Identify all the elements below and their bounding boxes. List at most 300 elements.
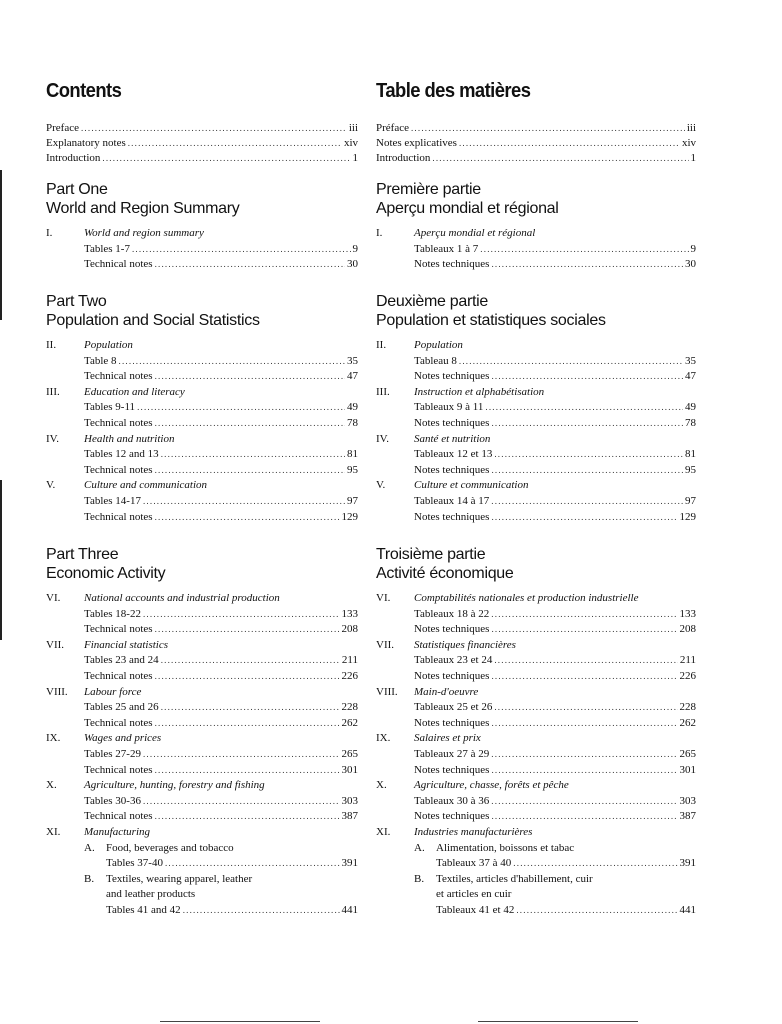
scan-edge-mark-bottom xyxy=(0,480,2,640)
subsection-title: Textiles, articles d'habillement, cuir xyxy=(436,872,593,885)
toc-line-label: Notes techniques xyxy=(414,669,490,682)
dot-leader xyxy=(155,622,340,638)
dot-leader xyxy=(491,622,677,638)
dot-leader xyxy=(491,510,677,526)
toc-line-label: Tables 25 and 26 xyxy=(84,701,159,714)
toc-line-label: Notes techniques xyxy=(414,463,490,476)
entry-wrap xyxy=(414,242,696,258)
toc-line-label: Technical notes xyxy=(84,669,153,682)
toc-line[interactable] xyxy=(84,747,358,763)
section-row[interactable] xyxy=(46,478,358,494)
section-number: VI. xyxy=(46,592,61,604)
toc-line[interactable] xyxy=(84,700,358,716)
toc-line-label: Notes techniques xyxy=(414,258,490,271)
toc-line-label: Technical notes xyxy=(84,370,153,383)
section-title: Population xyxy=(84,339,133,351)
entry-wrap xyxy=(84,700,358,716)
section-number: II. xyxy=(376,339,387,351)
toc-line[interactable] xyxy=(84,510,358,526)
section-list xyxy=(46,226,358,273)
part-block xyxy=(46,180,358,273)
section-title: Aperçu mondial et régional xyxy=(414,227,536,239)
toc-line-label: Notes techniques xyxy=(414,510,490,523)
entry-wrap xyxy=(414,257,696,273)
page-number: 30 xyxy=(685,258,696,271)
entry-wrap xyxy=(414,354,696,370)
toc-line-label: Tables 9-11 xyxy=(84,401,136,414)
entry-wrap xyxy=(84,669,358,685)
section-title: Agriculture, hunting, forestry and fishing xyxy=(84,779,265,792)
section-number: IV. xyxy=(46,432,59,445)
part-block xyxy=(376,545,696,918)
toc-line[interactable] xyxy=(84,447,358,463)
dot-leader xyxy=(143,607,340,623)
dot-leader xyxy=(155,763,340,779)
subsection-title: Textiles, wearing apparel, leather xyxy=(106,872,253,885)
page-number: 78 xyxy=(685,416,696,429)
page-number: 441 xyxy=(341,903,358,916)
page-number: 265 xyxy=(679,747,696,760)
section-title: National accounts and industrial production xyxy=(84,592,280,604)
toc-line-label: Tableaux 27 à 29 xyxy=(414,747,490,760)
toc-line[interactable] xyxy=(84,400,358,416)
section-title: Labour force xyxy=(84,685,142,698)
toc-line[interactable] xyxy=(414,416,696,432)
entry-wrap xyxy=(106,903,358,919)
page-number: 35 xyxy=(347,354,358,367)
toc-line[interactable] xyxy=(84,369,358,385)
toc-line[interactable] xyxy=(84,463,358,479)
toc-line[interactable]: Préface ..... iii xyxy=(376,121,696,136)
part-subheading: Population and Social Statistics xyxy=(46,312,260,329)
section-title: Comptabilités nationales et production industrielle xyxy=(414,592,639,604)
part-block xyxy=(46,292,358,525)
toc-line-label: Tableau 8 xyxy=(414,354,457,367)
section-number: X. xyxy=(46,779,57,792)
toc-line-label: Technical notes xyxy=(84,763,153,776)
toc-line[interactable]: Notes explicatives ..... xiv xyxy=(376,136,696,151)
section-number: V. xyxy=(376,479,386,492)
section-list xyxy=(46,338,358,525)
dot-leader xyxy=(143,794,340,810)
entry-wrap xyxy=(84,716,358,732)
toc-line-label: Tables 27-29 xyxy=(84,747,141,760)
page-number: 133 xyxy=(679,607,696,620)
section-title: Agriculture, chasse, forêts et pêche xyxy=(414,779,569,792)
toc-line-label: Table 8 xyxy=(84,354,117,367)
part-heading: Troisième partie xyxy=(376,546,486,563)
page-number: 301 xyxy=(679,763,696,776)
section-row[interactable] xyxy=(46,385,358,401)
section-number: VII. xyxy=(376,638,395,651)
section-row[interactable] xyxy=(376,478,696,494)
entry-wrap xyxy=(84,257,358,273)
section-number: IV. xyxy=(376,432,389,445)
part-block xyxy=(46,545,358,918)
toc-line[interactable] xyxy=(414,763,696,779)
entry-wrap xyxy=(414,369,696,385)
page-number: 303 xyxy=(341,794,358,807)
entry-wrap xyxy=(414,510,696,526)
toc-line-label: Tableaux 18 à 22 xyxy=(414,607,490,620)
dot-leader xyxy=(491,463,683,479)
toc-line[interactable] xyxy=(414,794,696,810)
section-number: IX. xyxy=(46,732,61,745)
toc-line[interactable] xyxy=(436,856,696,872)
toc-line[interactable]: Introduction ..... 1 xyxy=(376,151,696,166)
toc-line[interactable] xyxy=(414,607,696,623)
dot-leader xyxy=(143,747,340,763)
page-number: 208 xyxy=(679,623,696,636)
section-row[interactable] xyxy=(376,338,696,354)
entry-wrap xyxy=(414,669,696,685)
toc-line-label: Tables 23 and 24 xyxy=(84,654,159,667)
section-row[interactable] xyxy=(376,591,696,607)
section-number: X. xyxy=(376,779,387,792)
section-title: Instruction et alphabétisation xyxy=(414,385,545,398)
section-title: Wages and prices xyxy=(84,732,162,745)
scan-edge-mark-top xyxy=(0,170,2,320)
page-number: 303 xyxy=(679,794,696,807)
toc-line[interactable] xyxy=(84,354,358,370)
page-number: 391 xyxy=(341,857,358,870)
scan-bottom-rule xyxy=(160,1021,320,1022)
toc-line-label: Tableaux 14 à 17 xyxy=(414,494,490,507)
toc-line[interactable] xyxy=(414,622,696,638)
toc-line[interactable] xyxy=(84,622,358,638)
entry-wrap xyxy=(106,856,358,872)
dot-leader xyxy=(491,416,683,432)
section-number: VIII. xyxy=(376,685,398,698)
section-title: Salaires et prix xyxy=(414,732,481,745)
toc-line-label: Tableaux 37 à 40 xyxy=(436,857,512,870)
toc-line[interactable] xyxy=(436,903,696,919)
dot-leader xyxy=(132,242,351,258)
dot-leader xyxy=(119,354,345,370)
section-row[interactable] xyxy=(376,825,696,841)
toc-line[interactable] xyxy=(84,494,358,510)
toc-line[interactable]: Explanatory notes ..... xiv xyxy=(46,136,358,151)
toc-line[interactable] xyxy=(414,494,696,510)
entry-wrap xyxy=(414,653,696,669)
toc-line-label: Notes techniques xyxy=(414,370,490,383)
dot-leader xyxy=(155,369,345,385)
page-number: 81 xyxy=(685,448,696,461)
toc-line[interactable] xyxy=(84,607,358,623)
entry-wrap xyxy=(84,494,358,510)
part-heading: Part One xyxy=(46,181,108,198)
subsection-letter: B. xyxy=(414,872,425,885)
section-number: VI. xyxy=(376,592,391,604)
dot-leader xyxy=(161,653,340,669)
page-number: 228 xyxy=(679,701,696,714)
toc-line-label: Tableaux 25 et 26 xyxy=(414,701,493,714)
section-number: I. xyxy=(46,227,53,239)
toc-line-label: Notes techniques xyxy=(414,416,490,429)
section-number: II. xyxy=(46,339,57,351)
dot-leader xyxy=(491,257,683,273)
section-list xyxy=(46,591,358,918)
toc-line[interactable] xyxy=(414,257,696,273)
page-number: 262 xyxy=(679,716,696,729)
section-row[interactable] xyxy=(376,731,696,747)
toc-line[interactable] xyxy=(84,763,358,779)
section-row[interactable] xyxy=(46,685,358,701)
page-number: 81 xyxy=(347,448,358,461)
dot-leader xyxy=(491,747,677,763)
section-number: VIII. xyxy=(46,685,68,698)
entry-wrap xyxy=(414,463,696,479)
toc-line[interactable] xyxy=(414,447,696,463)
dot-leader xyxy=(161,447,345,463)
part-subheading: Economic Activity xyxy=(46,565,166,582)
page-number: 208 xyxy=(341,623,358,636)
page-number: 95 xyxy=(685,463,696,476)
toc-line-label: Technical notes xyxy=(84,510,153,523)
toc-line[interactable] xyxy=(84,794,358,810)
dot-leader xyxy=(491,763,677,779)
toc-line[interactable] xyxy=(414,369,696,385)
section-row[interactable] xyxy=(46,226,358,242)
toc-line-label: Technical notes xyxy=(84,810,153,823)
toc-line-label: Technical notes xyxy=(84,258,153,271)
contents-title: Contents xyxy=(46,80,122,102)
section-title: Manufacturing xyxy=(84,825,150,838)
toc-line[interactable] xyxy=(414,716,696,732)
section-row[interactable] xyxy=(46,731,358,747)
toc-line-label: Technical notes xyxy=(84,716,153,729)
toc-line-label: Notes techniques xyxy=(414,716,490,729)
subsection-title-cont: and leather products xyxy=(106,888,196,901)
front-matter-list xyxy=(376,121,696,166)
part-heading: Première partie xyxy=(376,181,481,198)
section-row[interactable] xyxy=(376,432,696,448)
section-title: Main-d'oeuvre xyxy=(414,685,479,698)
entry-wrap xyxy=(84,653,358,669)
dot-leader xyxy=(491,669,677,685)
page-number: 9 xyxy=(690,242,696,255)
subsection-title-cont: et articles en cuir xyxy=(436,888,512,901)
dot-leader xyxy=(494,700,677,716)
section-row[interactable] xyxy=(46,778,358,794)
subsection-row[interactable] xyxy=(84,872,358,888)
entry-wrap xyxy=(414,794,696,810)
entry-wrap xyxy=(414,447,696,463)
toc-line-label: Notes techniques xyxy=(414,763,490,776)
entry-wrap xyxy=(84,794,358,810)
entry-wrap xyxy=(84,510,358,526)
part-heading: Part Two xyxy=(46,293,107,310)
section-row[interactable] xyxy=(376,226,696,242)
toc-line[interactable] xyxy=(84,257,358,273)
toc-line-label: Technical notes xyxy=(84,416,153,429)
toc-line-label: Tables 41 and 42 xyxy=(106,903,181,916)
toc-line[interactable] xyxy=(414,700,696,716)
section-title: World and region summary xyxy=(84,227,204,239)
entry-wrap xyxy=(414,400,696,416)
page-number: 129 xyxy=(341,510,358,523)
entry-wrap xyxy=(436,856,696,872)
dot-leader xyxy=(491,369,683,385)
page-number: 262 xyxy=(341,716,358,729)
toc-line-label: Tableaux 1 à 7 xyxy=(414,242,479,255)
section-title: Culture et communication xyxy=(414,479,529,492)
dot-leader xyxy=(485,400,683,416)
section-title: Population xyxy=(414,339,463,351)
subsection-row[interactable] xyxy=(414,841,696,857)
page-number: 49 xyxy=(685,401,696,414)
section-row[interactable] xyxy=(376,638,696,654)
section-title: Santé et nutrition xyxy=(414,432,491,445)
section-number: XI. xyxy=(376,825,391,838)
section-row[interactable] xyxy=(46,338,358,354)
page-number: 97 xyxy=(347,494,358,507)
page-number: 97 xyxy=(685,494,696,507)
page-number: 226 xyxy=(679,669,696,682)
entry-wrap xyxy=(84,416,358,432)
section-number: III. xyxy=(376,385,390,398)
section-list xyxy=(376,338,696,525)
subsection-title: Alimentation, boissons et tabac xyxy=(436,841,575,854)
section-title: Health and nutrition xyxy=(84,432,175,445)
toc-line[interactable] xyxy=(414,242,696,258)
toc-line-label: Tableaux 9 à 11 xyxy=(414,401,484,414)
section-row[interactable] xyxy=(46,825,358,841)
toc-line-label: Tableaux 23 et 24 xyxy=(414,654,493,667)
dot-leader xyxy=(155,510,340,526)
entry-wrap xyxy=(84,242,358,258)
page-number: 387 xyxy=(341,810,358,823)
entry-wrap xyxy=(84,400,358,416)
dot-leader xyxy=(491,809,677,825)
entry-wrap xyxy=(84,763,358,779)
entry-wrap xyxy=(414,607,696,623)
dot-leader xyxy=(161,700,340,716)
section-title: Education and literacy xyxy=(84,385,185,398)
toc-line[interactable] xyxy=(414,809,696,825)
toc-line[interactable] xyxy=(106,903,358,919)
dot-leader xyxy=(137,400,345,416)
section-number: V. xyxy=(46,479,56,492)
dot-leader xyxy=(513,856,677,872)
dot-leader xyxy=(155,716,340,732)
section-row[interactable] xyxy=(46,638,358,654)
entry-wrap xyxy=(414,494,696,510)
part-subheading: Aperçu mondial et régional xyxy=(376,200,559,217)
part-subheading: Activité économique xyxy=(376,565,514,582)
section-row[interactable] xyxy=(376,685,696,701)
section-title: Statistiques financières xyxy=(414,638,516,651)
toc-line[interactable] xyxy=(106,856,358,872)
subsection-row[interactable] xyxy=(84,841,358,857)
dot-leader xyxy=(155,463,345,479)
section-row[interactable] xyxy=(46,432,358,448)
toc-line[interactable] xyxy=(84,716,358,732)
page-number: 49 xyxy=(347,401,358,414)
scan-bottom-rule xyxy=(478,1021,638,1022)
toc-line[interactable] xyxy=(84,653,358,669)
toc-line[interactable]: Preface ..... iii xyxy=(46,121,358,136)
dot-leader xyxy=(155,809,340,825)
page-number: 133 xyxy=(341,607,358,620)
toc-line-label: Tables 30-36 xyxy=(84,794,141,807)
dot-leader xyxy=(183,903,340,919)
subsection-letter: A. xyxy=(414,841,425,854)
entry-wrap xyxy=(436,903,696,919)
page-number: 211 xyxy=(341,654,358,667)
toc-line[interactable] xyxy=(84,242,358,258)
dot-leader xyxy=(155,416,345,432)
toc-line[interactable] xyxy=(414,463,696,479)
entry-wrap xyxy=(84,607,358,623)
entry-wrap xyxy=(84,369,358,385)
page-number: 265 xyxy=(341,747,358,760)
entry-wrap xyxy=(414,747,696,763)
entry-wrap xyxy=(414,716,696,732)
toc-line[interactable] xyxy=(414,747,696,763)
section-number: III. xyxy=(46,385,60,398)
section-row[interactable] xyxy=(376,778,696,794)
toc-line-label: Tables 14-17 xyxy=(84,494,141,507)
dot-leader xyxy=(459,354,683,370)
toc-line[interactable] xyxy=(84,416,358,432)
toc-line[interactable] xyxy=(414,653,696,669)
subsection-letter: A. xyxy=(84,841,95,854)
page-number: 387 xyxy=(679,810,696,823)
section-row[interactable] xyxy=(376,385,696,401)
toc-line-label: Tables 12 and 13 xyxy=(84,448,159,461)
dot-leader xyxy=(143,494,345,510)
toc-line[interactable] xyxy=(84,669,358,685)
dot-leader xyxy=(165,856,340,872)
entry-wrap xyxy=(414,809,696,825)
section-number: VII. xyxy=(46,638,65,651)
page-number: 228 xyxy=(341,701,358,714)
part-block xyxy=(376,292,696,525)
dot-leader xyxy=(494,653,678,669)
toc-line-label: Technical notes xyxy=(84,623,153,636)
toc-line-label: Technical notes xyxy=(84,463,153,476)
page-number: 35 xyxy=(685,354,696,367)
part-subheading: Population et statistiques sociales xyxy=(376,312,606,329)
section-title: Industries manufacturières xyxy=(414,825,533,838)
page-number: 129 xyxy=(679,510,696,523)
toc-line[interactable] xyxy=(414,510,696,526)
dot-leader xyxy=(491,716,677,732)
subsection-row[interactable] xyxy=(414,872,696,888)
toc-line-label: Tables 37-40 xyxy=(106,857,163,870)
page-number: 301 xyxy=(341,763,358,776)
subsection-letter: B. xyxy=(84,872,95,885)
entry-wrap xyxy=(414,416,696,432)
section-row[interactable] xyxy=(46,591,358,607)
entry-wrap xyxy=(84,463,358,479)
toc-line[interactable] xyxy=(414,400,696,416)
toc-line[interactable] xyxy=(414,354,696,370)
toc-line-label: Tableaux 41 et 42 xyxy=(436,903,515,916)
entry-wrap xyxy=(84,809,358,825)
page-number: 226 xyxy=(341,669,358,682)
entry-wrap xyxy=(84,447,358,463)
part-subheading: World and Region Summary xyxy=(46,200,240,217)
toc-line[interactable]: Introduction ..... 1 xyxy=(46,151,358,166)
entry-wrap xyxy=(84,747,358,763)
section-title: Financial statistics xyxy=(84,638,169,651)
toc-line[interactable] xyxy=(414,669,696,685)
section-number: I. xyxy=(376,227,383,239)
page-number: 9 xyxy=(352,242,358,255)
toc-line[interactable] xyxy=(84,809,358,825)
